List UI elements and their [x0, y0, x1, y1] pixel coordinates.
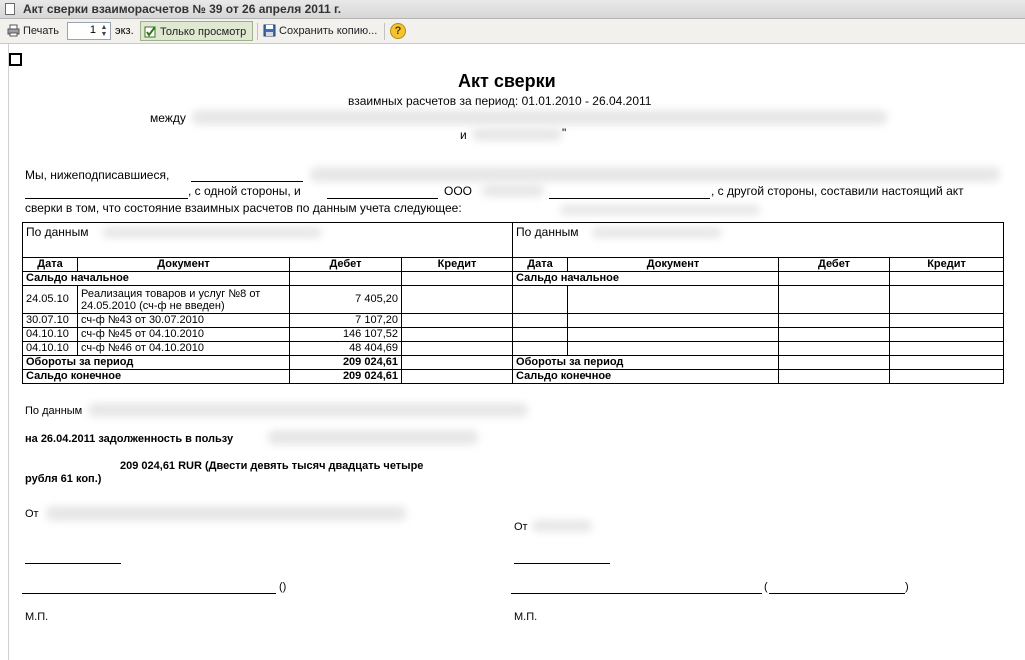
header-debit-right: Дебет: [779, 258, 890, 272]
opening-balance-right: Сальдо начальное: [513, 272, 779, 286]
quote-mark: ": [562, 126, 567, 140]
table-row: [23, 342, 1004, 356]
window-title-bar: [0, 0, 1025, 19]
stepper-down-icon[interactable]: ▼: [100, 31, 108, 38]
summary-amount-line1: 209 024,61 RUR (Двести девять тысяч двадцать четыре: [120, 460, 424, 472]
row-document: Реализация товаров и услуг №8 от 24.05.2010 (сч-ф не введен): [78, 286, 290, 314]
from-left: От: [25, 508, 39, 520]
copies-value: 1: [89, 24, 96, 36]
intro-line-2-a: , с одной стороны, и: [188, 184, 301, 198]
summary-amount-line2: рубля 61 коп.): [25, 473, 102, 485]
summary-debt: на 26.04.2011 задолженность в пользу: [25, 433, 234, 445]
document-icon: [5, 3, 15, 15]
table-row: [23, 286, 1004, 314]
table-row: [23, 314, 1004, 328]
paren-right-open: (: [764, 581, 768, 593]
row-debit: 7 107,20: [290, 314, 402, 328]
parentheses-left: (): [279, 581, 287, 593]
copies-stepper[interactable]: [67, 22, 111, 40]
row-document: сч-ф №45 от 04.10.2010: [78, 328, 290, 342]
row-credit: [402, 342, 513, 356]
stamp-left: М.П.: [25, 611, 49, 623]
document-title: Акт сверки: [458, 71, 556, 91]
row-date: 04.10.10: [23, 328, 78, 342]
header-debit-left: Дебет: [290, 258, 402, 272]
window-title: Акт сверки взаиморасчетов № 39 от 26 апреля 2011 г.: [23, 2, 342, 16]
redacted-intro-3: [560, 205, 760, 215]
opening-balance-left: Сальдо начальное: [23, 272, 290, 286]
row-date: 24.05.10: [23, 286, 78, 314]
from-right: От: [514, 521, 528, 533]
redacted-from-right: [532, 520, 592, 532]
header-document-left: Документ: [78, 258, 290, 272]
header-credit-right: Кредит: [890, 258, 1004, 272]
row-document: сч-ф №43 от 30.07.2010: [78, 314, 290, 328]
save-copy-label: Сохранить копию...: [279, 25, 378, 37]
header-date-right: Дата: [513, 258, 568, 272]
right-caption: По данным: [516, 225, 579, 239]
intro-line-3: сверки в том, что состояние взаимных расчетов по данным учета следующее:: [25, 201, 462, 215]
print-button[interactable]: [4, 21, 64, 41]
closing-label-right: Сальдо конечное: [513, 370, 779, 384]
row-credit: [402, 314, 513, 328]
closing-debit-left: 209 024,61: [290, 370, 402, 384]
redacted-intro-1: [310, 167, 1000, 182]
view-check-icon: [144, 25, 157, 38]
view-only-label: Только просмотр: [160, 26, 247, 38]
row-debit: 146 107,52: [290, 328, 402, 342]
left-caption: По данным: [26, 225, 89, 239]
floppy-disk-icon: [263, 24, 276, 37]
and-label: и: [460, 128, 467, 142]
copies-unit: экз.: [115, 25, 134, 37]
row-date: 30.07.10: [23, 314, 78, 328]
summary-by: По данным: [25, 405, 83, 417]
toolbar: [0, 19, 1025, 44]
printer-icon: [7, 24, 20, 37]
row-credit: [402, 286, 513, 314]
table-row: [23, 328, 1004, 342]
stepper-up-icon[interactable]: ▲: [100, 24, 108, 31]
redacted-party-2: [472, 128, 562, 141]
reconciliation-table: [22, 222, 1004, 384]
row-debit: 48 404,69: [290, 342, 402, 356]
turnover-label-right: Обороты за период: [513, 356, 779, 370]
row-credit: [402, 328, 513, 342]
stamp-right: М.П.: [514, 611, 538, 623]
redacted-summary-debt: [268, 430, 478, 445]
header-credit-left: Кредит: [402, 258, 513, 272]
cell-selector-box[interactable]: [9, 53, 22, 66]
left-caption-cell: [23, 223, 513, 258]
redacted-org: [482, 184, 544, 197]
view-only-toggle[interactable]: [140, 21, 253, 41]
header-document-right: Документ: [568, 258, 779, 272]
intro-line-1: Мы, нижеподписавшиеся,: [25, 168, 170, 182]
paren-right-close: ): [905, 581, 909, 593]
document-area[interactable]: [0, 44, 1025, 660]
save-copy-button[interactable]: [260, 21, 380, 41]
intro-line-2-c: , с другой стороны, составили настоящий акт: [711, 184, 964, 198]
turnover-label-left: Обороты за период: [23, 356, 290, 370]
print-label: Печать: [23, 25, 60, 37]
right-caption-cell: [513, 223, 1004, 258]
turnover-debit-left: 209 024,61: [290, 356, 402, 370]
redacted-party-1: [192, 110, 887, 125]
redacted-summary-by: [88, 403, 528, 417]
row-debit: 7 405,20: [290, 286, 402, 314]
row-date: 04.10.10: [23, 342, 78, 356]
row-document: сч-ф №46 от 04.10.2010: [78, 342, 290, 356]
help-button[interactable]: [390, 23, 406, 39]
closing-label-left: Сальдо конечное: [23, 370, 290, 384]
redacted-from-left: [46, 506, 406, 521]
header-date-left: Дата: [23, 258, 78, 272]
period-line: взаимных расчетов за период: 01.01.2010 - 26.04.2011: [348, 94, 652, 108]
between-label: между: [150, 111, 186, 125]
help-icon: ?: [394, 25, 402, 37]
intro-line-2-b: ООО: [444, 184, 473, 198]
